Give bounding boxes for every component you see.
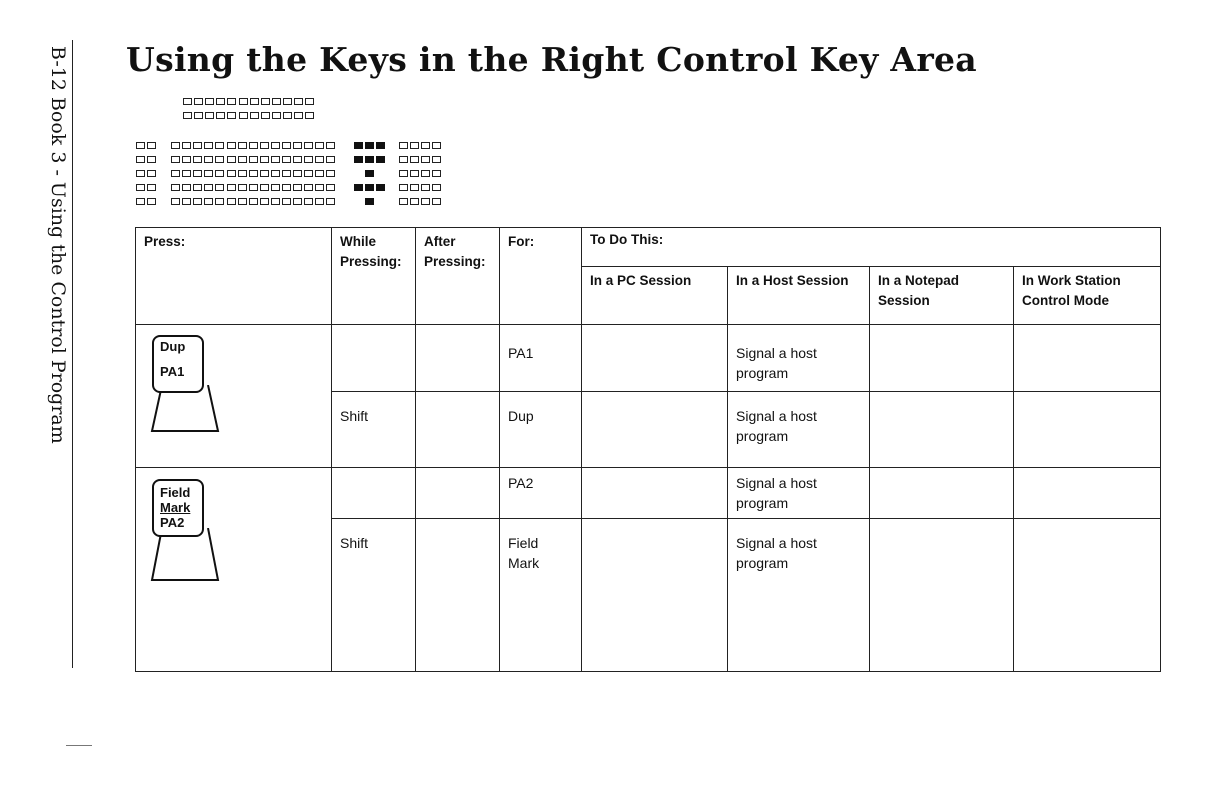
host-cell: Signal a host program [728,325,870,392]
dup-pa1-key-icon [152,335,204,393]
keyboard-key-icon [147,170,156,177]
keyboard-key-icon [326,156,335,163]
keyboard-key-icon [272,98,281,105]
keyboard-key-icon [193,170,202,177]
keyboard-key-icon [182,170,191,177]
keyboard-key-icon [216,98,225,105]
keyboard-key-icon [183,98,192,105]
header-pc-session: In a PC Session [582,267,728,325]
keyboard-key-icon [147,198,156,205]
table-row [136,325,1161,392]
notepad-cell [870,519,1014,672]
page-title: Using the Keys in the Right Control Key Area [126,40,977,79]
keyboard-key-icon [410,156,419,163]
keyboard-key-icon [293,156,302,163]
for-cell: PA2 [500,468,582,519]
keyboard-key-icon [421,156,430,163]
keyboard-key-icon [171,142,180,149]
for-cell: Dup [500,392,582,468]
keyboard-key-icon [182,198,191,205]
highlighted-key-icon [376,184,385,191]
keyboard-key-icon [193,198,202,205]
workstation-cell [1014,325,1161,392]
key-cell-field-mark-pa2 [136,468,332,672]
keyboard-key-icon [260,142,269,149]
keyboard-key-icon [136,170,145,177]
keyboard-key-icon [271,142,280,149]
keyboard-key-icon [421,142,430,149]
keyboard-key-icon [305,98,314,105]
keyboard-key-icon [260,170,269,177]
keyboard-key-icon [239,112,248,119]
keyboard-key-icon [326,170,335,177]
keyboard-key-icon [399,198,408,205]
table-row [136,468,1161,519]
keyboard-key-icon [249,198,258,205]
highlighted-key-icon [365,156,374,163]
keyboard-key-icon [293,170,302,177]
pc-cell [582,468,728,519]
keyboard-key-icon [171,170,180,177]
header-press: Press: [136,228,332,325]
keyboard-key-icon [227,170,236,177]
keyboard-key-icon [260,184,269,191]
host-cell: Signal a host program [728,392,870,468]
keyboard-key-icon [326,198,335,205]
keyboard-key-icon [238,142,247,149]
field-mark-pa2-key-icon [152,479,204,537]
keyboard-key-icon [249,184,258,191]
keyboard-key-icon [250,112,259,119]
after-cell [416,392,500,468]
header-while-pressing: While Pressing: [332,228,416,325]
keyboard-key-icon [204,156,213,163]
keyboard-key-icon [260,198,269,205]
keyboard-key-icon [238,156,247,163]
host-cell: Signal a host program [728,468,870,519]
keyboard-key-icon [249,156,258,163]
after-cell [416,325,500,392]
highlighted-key-icon [365,198,374,205]
side-margin-label [43,46,73,526]
for-cell: PA1 [500,325,582,392]
keyboard-key-icon [283,112,292,119]
key-legend-pa2: PA2 [160,515,185,530]
keyboard-key-icon [205,98,214,105]
keyboard-key-icon [215,198,224,205]
key-legend-pa1: PA1 [160,364,185,379]
keyboard-key-icon [193,156,202,163]
keyboard-key-icon [326,142,335,149]
keyboard-key-icon [238,184,247,191]
keyboard-key-icon [136,156,145,163]
keyboard-key-icon [204,184,213,191]
keyboard-key-icon [293,142,302,149]
while-cell [332,468,416,519]
header-workstation-mode: In Work Station Control Mode [1014,267,1161,325]
notepad-cell [870,325,1014,392]
keyboard-key-icon [304,142,313,149]
keyboard-key-icon [432,170,441,177]
keyboard-key-icon [238,198,247,205]
keyboard-key-icon [399,184,408,191]
notepad-cell [870,392,1014,468]
host-cell: Signal a host program [728,519,870,672]
keyboard-key-icon [432,142,441,149]
keyboard-key-icon [227,112,236,119]
keyboard-key-icon [315,142,324,149]
keyboard-key-icon [421,198,430,205]
workstation-cell [1014,519,1161,672]
keyboard-key-icon [304,170,313,177]
header-notepad-session: In a Notepad Session [870,267,1014,325]
keyboard-key-icon [294,98,303,105]
keyboard-key-icon [326,184,335,191]
keyboard-key-icon [315,184,324,191]
keyboard-key-icon [421,184,430,191]
header-after-pressing: After Pressing: [416,228,500,325]
keyboard-key-icon [271,198,280,205]
page-number-and-chapter: B-12 Book 3 - Using the Control Program [47,46,69,444]
pc-cell [582,325,728,392]
header-for: For: [500,228,582,325]
keyboard-key-icon [304,184,313,191]
highlighted-key-icon [354,156,363,163]
keyboard-key-icon [282,170,291,177]
keyboard-key-icon [171,198,180,205]
keyboard-key-icon [136,142,145,149]
key-legend-field: Field [160,485,191,500]
pc-cell [582,519,728,672]
after-cell [416,519,500,672]
highlighted-key-icon [365,184,374,191]
keyboard-key-icon [147,156,156,163]
keyboard-key-icon [249,170,258,177]
workstation-cell [1014,468,1161,519]
keyboard-key-icon [183,112,192,119]
keyboard-key-icon [250,98,259,105]
key-cell-dup-pa1 [136,325,332,468]
keyboard-key-icon [410,184,419,191]
keyboard-key-icon [171,184,180,191]
highlighted-key-icon [354,142,363,149]
keyboard-key-icon [215,170,224,177]
keyboard-key-icon [432,198,441,205]
keyboard-key-icon [410,142,419,149]
keyboard-key-icon [304,156,313,163]
footer-dash [66,745,92,746]
keyboard-key-icon [227,156,236,163]
keyboard-key-icon [305,112,314,119]
keyboard-key-icon [432,184,441,191]
keyboard-key-icon [432,156,441,163]
keyboard-key-icon [315,156,324,163]
keyboard-key-icon [204,170,213,177]
pc-cell [582,392,728,468]
keyboard-key-icon [182,142,191,149]
keyboard-key-icon [216,112,225,119]
key-function-table [135,227,1161,672]
keyboard-key-icon [204,198,213,205]
keyboard-key-icon [261,98,270,105]
keyboard-key-icon [293,198,302,205]
highlighted-key-icon [354,184,363,191]
keyboard-key-icon [399,156,408,163]
after-cell [416,468,500,519]
header-to-do-this: To Do This: [582,228,1161,267]
keyboard-key-icon [171,156,180,163]
keyboard-key-icon [204,142,213,149]
keyboard-key-icon [272,112,281,119]
keyboard-key-icon [261,112,270,119]
key-legend-mark: Mark [160,500,191,515]
keyboard-key-icon [205,112,214,119]
highlighted-key-icon [376,156,385,163]
keyboard-key-icon [271,170,280,177]
keyboard-key-icon [215,184,224,191]
keyboard-key-icon [215,156,224,163]
keyboard-key-icon [238,170,247,177]
while-cell: Shift [332,392,416,468]
keyboard-key-icon [410,170,419,177]
keyboard-key-icon [294,112,303,119]
keyboard-key-icon [260,156,269,163]
keyboard-key-icon [271,184,280,191]
while-cell: Shift [332,519,416,672]
keyboard-key-icon [282,142,291,149]
keyboard-key-icon [227,142,236,149]
keyboard-key-icon [147,184,156,191]
keyboard-key-icon [399,170,408,177]
for-cell: Field Mark [500,519,582,672]
highlighted-key-icon [365,170,374,177]
keyboard-key-icon [136,198,145,205]
keyboard-key-icon [194,112,203,119]
key-base-icon [148,385,222,441]
keyboard-key-icon [193,142,202,149]
keyboard-key-icon [147,142,156,149]
keyboard-key-icon [282,198,291,205]
notepad-cell [870,468,1014,519]
keyboard-key-icon [304,198,313,205]
keyboard-key-icon [293,184,302,191]
keyboard-key-icon [193,184,202,191]
keyboard-key-icon [182,156,191,163]
keyboard-key-icon [227,184,236,191]
keyboard-key-icon [227,198,236,205]
keyboard-key-icon [249,142,258,149]
keyboard-key-icon [399,142,408,149]
keyboard-key-icon [182,184,191,191]
keyboard-key-icon [282,156,291,163]
keyboard-key-icon [194,98,203,105]
highlighted-key-icon [365,142,374,149]
keyboard-key-icon [410,198,419,205]
highlighted-key-icon [376,142,385,149]
keyboard-key-icon [271,156,280,163]
margin-rule [72,40,73,668]
keyboard-key-icon [136,184,145,191]
keyboard-key-icon [421,170,430,177]
header-host-session: In a Host Session [728,267,870,325]
workstation-cell [1014,392,1161,468]
key-legend-dup: Dup [160,339,186,354]
while-cell [332,325,416,392]
keyboard-key-icon [283,98,292,105]
keyboard-key-icon [315,198,324,205]
keyboard-key-icon [282,184,291,191]
keyboard-key-icon [239,98,248,105]
keyboard-key-icon [315,170,324,177]
keyboard-key-icon [215,142,224,149]
keyboard-key-icon [227,98,236,105]
